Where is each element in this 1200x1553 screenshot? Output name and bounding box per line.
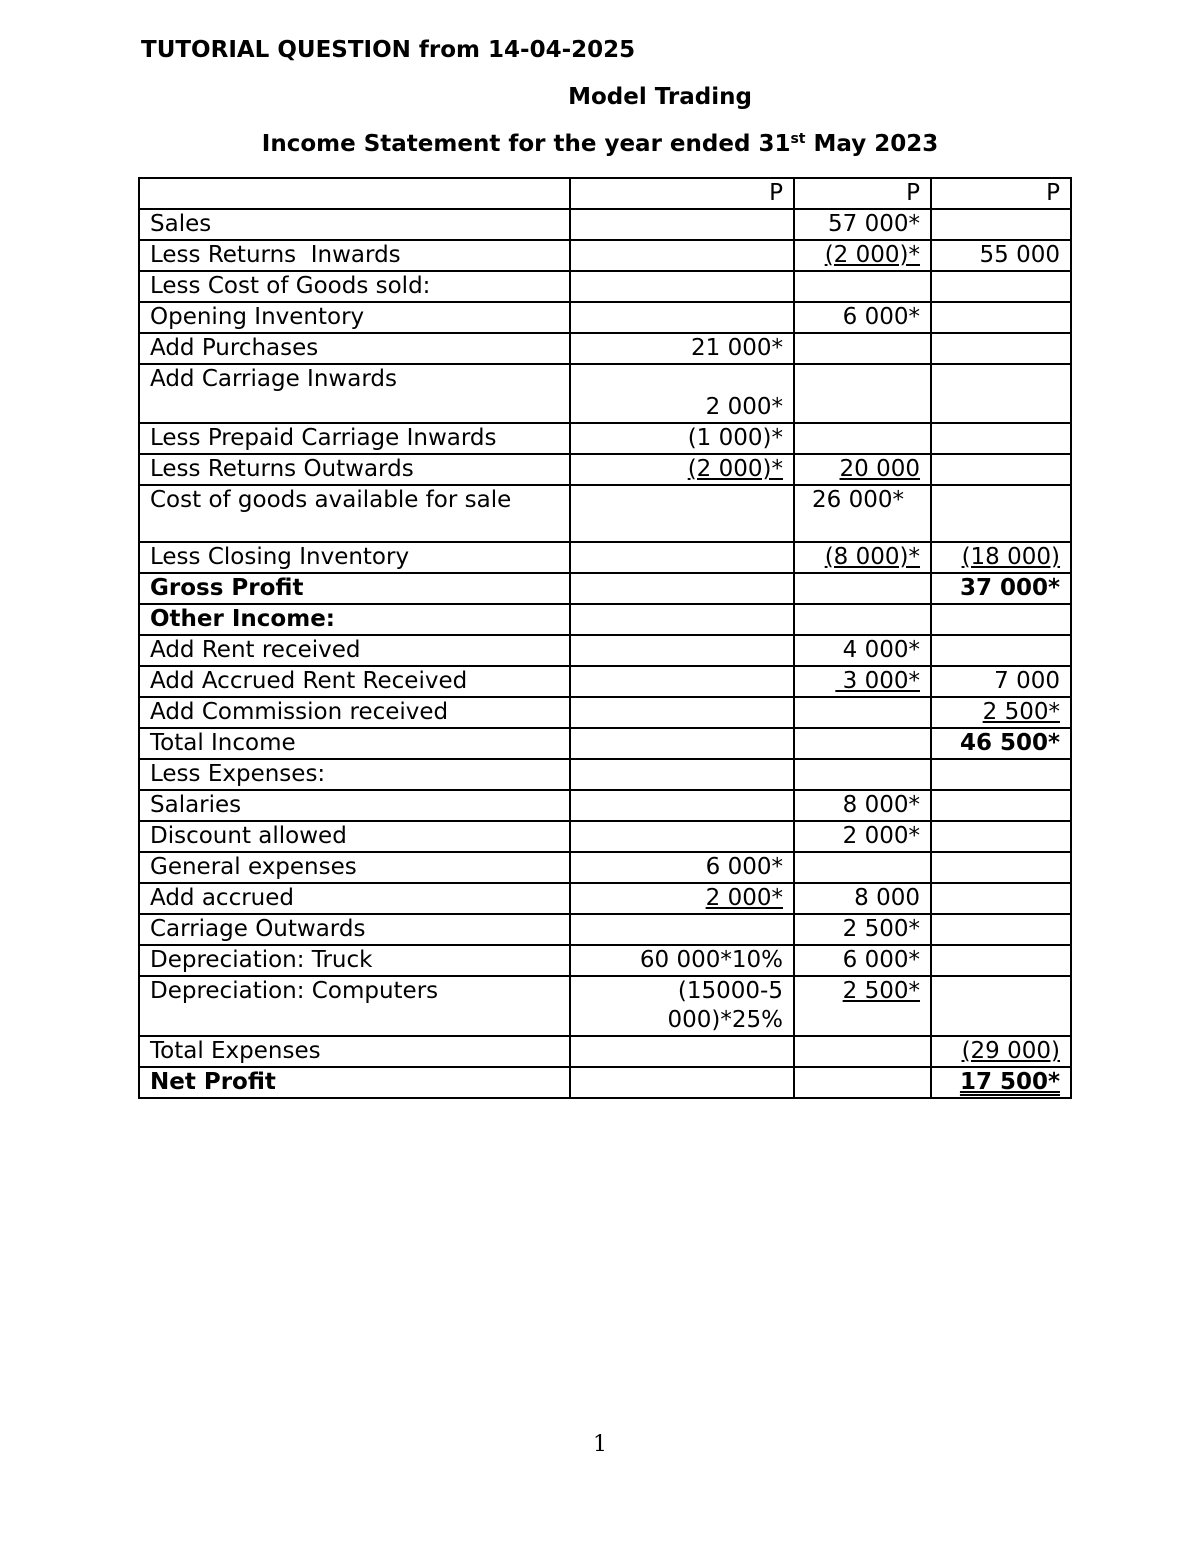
- row-label: Less Prepaid Carriage Inwards: [139, 423, 570, 454]
- amount-cell: 4 000*: [794, 635, 931, 666]
- amount-cell: [570, 666, 794, 697]
- amount-cell: [570, 271, 794, 302]
- amount-cell: [794, 240, 931, 271]
- amount-cell: [931, 423, 1071, 454]
- amount-cell: [794, 976, 931, 1036]
- table-row: [139, 271, 1071, 302]
- table-row: [139, 759, 1071, 790]
- table-row: [139, 454, 1071, 485]
- amount-value: 2 500*: [842, 978, 920, 1004]
- amount-cell: [794, 333, 931, 364]
- amount-cell: 37 000*: [931, 573, 1071, 604]
- amount-cell: [794, 1067, 931, 1098]
- business-name: Model Trading: [568, 84, 752, 110]
- amount-cell: 46 500*: [931, 728, 1071, 759]
- amount-cell: [931, 485, 1071, 542]
- amount-cell: [570, 697, 794, 728]
- table-row: [139, 852, 1071, 883]
- amount-cell: [931, 542, 1071, 573]
- amount-cell: [794, 1036, 931, 1067]
- amount-cell: [794, 423, 931, 454]
- amount-cell: [570, 914, 794, 945]
- table-row: [139, 209, 1071, 240]
- amount-cell: [931, 604, 1071, 635]
- amount-value: 20 000: [839, 456, 920, 482]
- amount-cell: [794, 542, 931, 573]
- row-label: Total Expenses: [139, 1036, 570, 1067]
- header-cell: P: [794, 178, 931, 209]
- amount-cell: [931, 790, 1071, 821]
- amount-cell: [570, 542, 794, 573]
- table-row: [139, 666, 1071, 697]
- amount-cell: [931, 852, 1071, 883]
- amount-cell: [931, 914, 1071, 945]
- amount-value: 3 000*: [835, 668, 920, 694]
- amount-cell: 6 000*: [570, 852, 794, 883]
- amount-cell: 8 000: [794, 883, 931, 914]
- amount-cell: [570, 1067, 794, 1098]
- row-label: Add Rent received: [139, 635, 570, 666]
- amount-cell: [931, 454, 1071, 485]
- amount-value: (2 000)*: [687, 456, 783, 482]
- row-label: Less Returns Outwards: [139, 454, 570, 485]
- amount-cell: 6 000*: [794, 945, 931, 976]
- row-label: General expenses: [139, 852, 570, 883]
- table-row: [139, 240, 1071, 271]
- title-superscript: st: [790, 131, 806, 147]
- table-row: [139, 423, 1071, 454]
- row-label: Add Accrued Rent Received: [139, 666, 570, 697]
- amount-cell: [570, 573, 794, 604]
- title-prefix: Income Statement for the year ended 31: [261, 131, 791, 157]
- amount-cell: [794, 573, 931, 604]
- amount-cell: [570, 1036, 794, 1067]
- row-label: Discount allowed: [139, 821, 570, 852]
- amount-cell: 8 000*: [794, 790, 931, 821]
- row-label: Depreciation: Truck: [139, 945, 570, 976]
- amount-cell: [570, 240, 794, 271]
- table-row: [139, 1036, 1071, 1067]
- amount-cell: 2 000*: [570, 364, 794, 423]
- amount-cell: (15000-5 000)*25%: [570, 976, 794, 1036]
- amount-cell: 21 000*: [570, 333, 794, 364]
- header-cell: P: [931, 178, 1071, 209]
- amount-cell: [570, 883, 794, 914]
- table-row: [139, 542, 1071, 573]
- table-row: [139, 302, 1071, 333]
- amount-value: (8 000)*: [824, 544, 920, 570]
- amount-cell: [931, 1067, 1071, 1098]
- amount-cell: [931, 883, 1071, 914]
- amount-cell: [931, 364, 1071, 423]
- amount-cell: [794, 364, 931, 423]
- amount-cell: [931, 697, 1071, 728]
- amount-value: (29 000): [961, 1038, 1060, 1064]
- amount-cell: [931, 1036, 1071, 1067]
- amount-value: 2 000*: [705, 885, 783, 911]
- table-row: [139, 976, 1071, 1036]
- table-row: [139, 914, 1071, 945]
- row-label: Other Income:: [139, 604, 570, 635]
- row-label: Carriage Outwards: [139, 914, 570, 945]
- amount-cell: [570, 759, 794, 790]
- table-row: [139, 821, 1071, 852]
- amount-cell: 7 000: [931, 666, 1071, 697]
- tutorial-heading: TUTORIAL QUESTION from 14-04-2025: [141, 37, 636, 63]
- table-row: [139, 1067, 1071, 1098]
- amount-cell: 6 000*: [794, 302, 931, 333]
- amount-cell: [794, 604, 931, 635]
- amount-cell: [794, 852, 931, 883]
- amount-cell: [570, 635, 794, 666]
- row-label: Less Returns Inwards: [139, 240, 570, 271]
- amount-cell: [931, 759, 1071, 790]
- amount-cell: [931, 271, 1071, 302]
- header-cell: [139, 178, 570, 209]
- amount-cell: [794, 759, 931, 790]
- header-cell: P: [570, 178, 794, 209]
- amount-cell: [570, 209, 794, 240]
- amount-value: (18 000): [961, 544, 1060, 570]
- row-label: Add Commission received: [139, 697, 570, 728]
- amount-cell: [931, 976, 1071, 1036]
- row-label: Less Expenses:: [139, 759, 570, 790]
- table-row: [139, 635, 1071, 666]
- row-label: Less Cost of Goods sold:: [139, 271, 570, 302]
- amount-cell: [570, 485, 794, 542]
- amount-cell: [570, 728, 794, 759]
- row-label: Less Closing Inventory: [139, 542, 570, 573]
- amount-cell: [570, 604, 794, 635]
- amount-cell: [794, 271, 931, 302]
- amount-cell: [931, 945, 1071, 976]
- amount-cell: [570, 790, 794, 821]
- amount-cell: [570, 821, 794, 852]
- amount-value: 17 500*: [959, 1069, 1060, 1095]
- amount-cell: 57 000*: [794, 209, 931, 240]
- amount-cell: 60 000*10%: [570, 945, 794, 976]
- row-label: Net Profit: [139, 1067, 570, 1098]
- amount-value: (2 000)*: [824, 242, 920, 268]
- amount-cell: 2 000*: [794, 821, 931, 852]
- amount-cell: [931, 821, 1071, 852]
- amount-cell: [794, 666, 931, 697]
- amount-cell: 2 500*: [794, 914, 931, 945]
- title-suffix: May 2023: [805, 131, 939, 157]
- table-row: [139, 573, 1071, 604]
- amount-cell: [794, 697, 931, 728]
- table-row: [139, 333, 1071, 364]
- row-label: Depreciation: Computers: [139, 976, 570, 1036]
- row-label: Salaries: [139, 790, 570, 821]
- table-row: [139, 485, 1071, 542]
- row-label: Add Purchases: [139, 333, 570, 364]
- table-row: [139, 604, 1071, 635]
- table-row: [139, 883, 1071, 914]
- row-label: Add accrued: [139, 883, 570, 914]
- row-label: Add Carriage Inwards: [139, 364, 570, 423]
- amount-value: 2 500*: [982, 699, 1060, 725]
- amount-cell: [931, 302, 1071, 333]
- amount-cell: [570, 454, 794, 485]
- table-row: [139, 945, 1071, 976]
- row-label: Opening Inventory: [139, 302, 570, 333]
- amount-cell: 55 000: [931, 240, 1071, 271]
- amount-cell: 26 000*: [794, 485, 931, 542]
- header-row: [139, 178, 1071, 209]
- row-label: Sales: [139, 209, 570, 240]
- amount-cell: [794, 454, 931, 485]
- row-label: Total Income: [139, 728, 570, 759]
- amount-cell: [931, 333, 1071, 364]
- amount-cell: [794, 728, 931, 759]
- amount-cell: [931, 635, 1071, 666]
- statement-title: [0, 130, 1200, 158]
- row-label: Cost of goods available for sale: [139, 485, 570, 542]
- page-number: 1: [593, 1432, 607, 1457]
- income-statement-table: [138, 177, 1072, 1099]
- amount-cell: [570, 302, 794, 333]
- row-label: Gross Profit: [139, 573, 570, 604]
- table-row: [139, 728, 1071, 759]
- table-row: [139, 364, 1071, 423]
- table-row: [139, 697, 1071, 728]
- amount-cell: [931, 209, 1071, 240]
- table-row: [139, 790, 1071, 821]
- amount-cell: (1 000)*: [570, 423, 794, 454]
